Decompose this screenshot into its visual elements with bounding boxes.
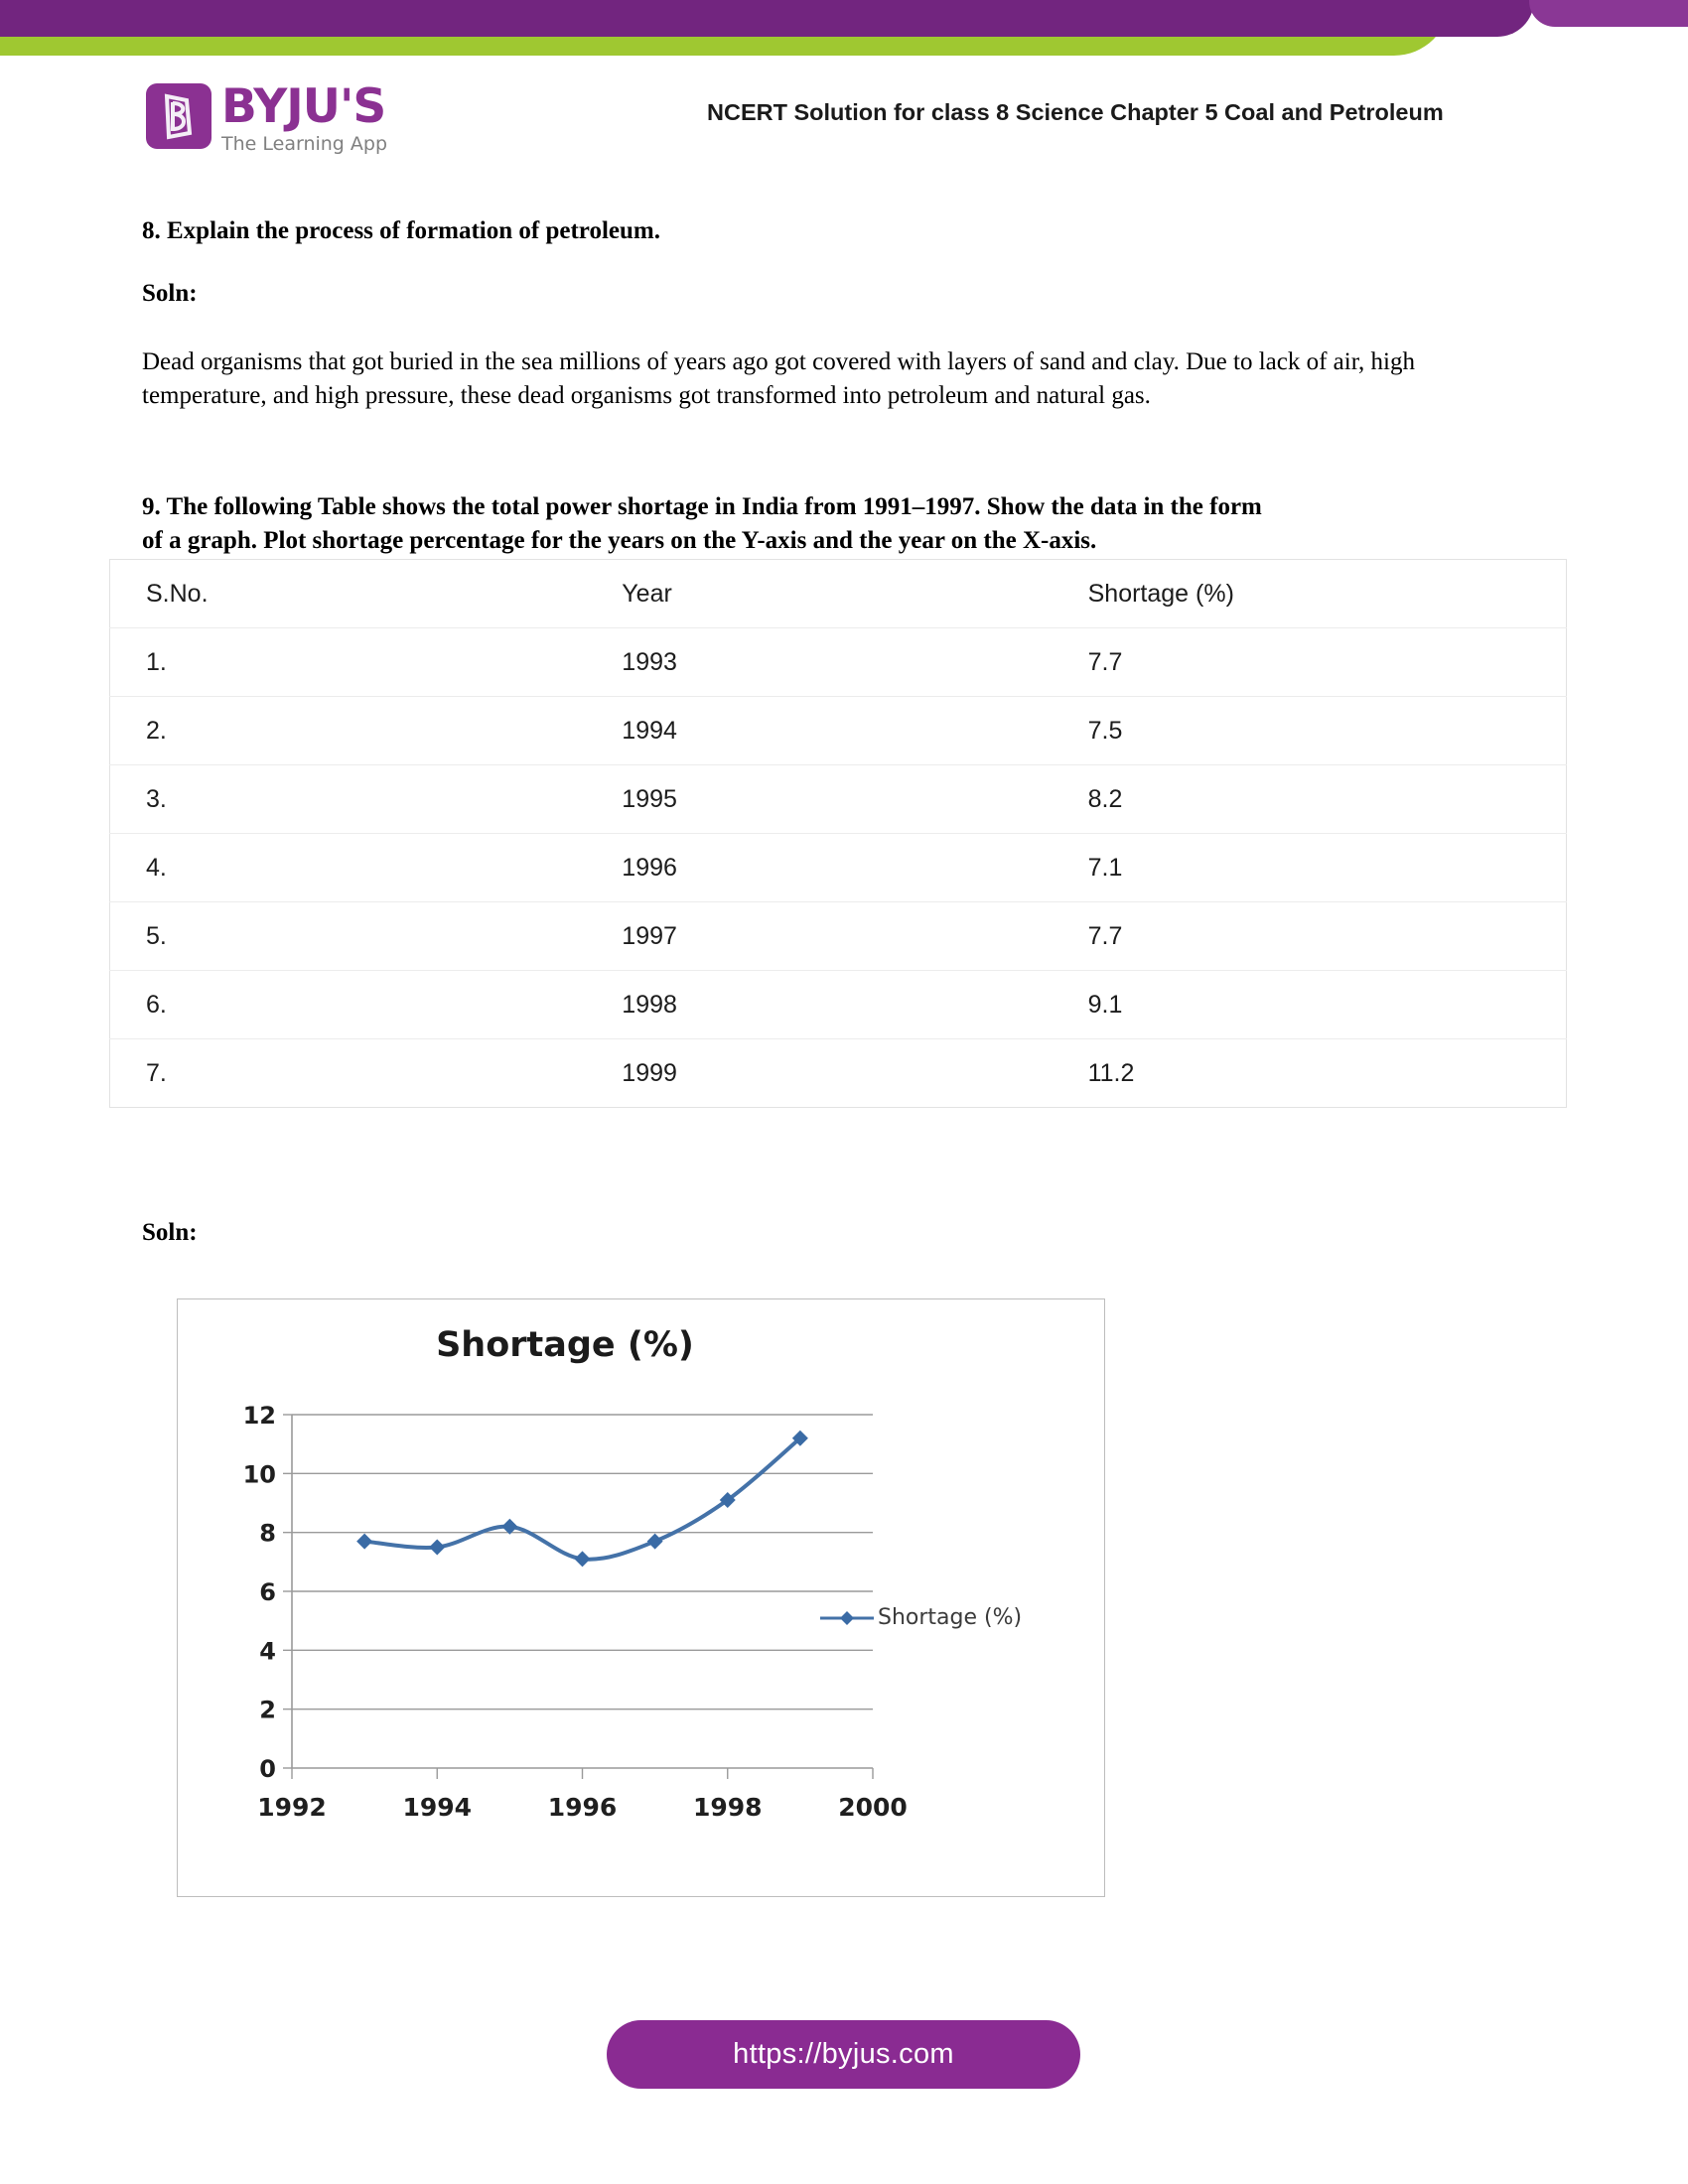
svg-text:1996: 1996 <box>547 1793 618 1822</box>
byjus-url-button[interactable] <box>607 2020 1080 2089</box>
cell-sno: 2. <box>110 697 623 765</box>
cell-year: 1999 <box>622 1039 1087 1108</box>
logo-tagline: The Learning App <box>221 133 388 155</box>
question-9-heading-line1: 9. The following Table shows the total power shortage in India from 1991–1997. Show the data in the form <box>142 493 1262 520</box>
question-8-heading: 8. Explain the process of formation of petroleum. <box>142 217 660 244</box>
chart-title: Shortage (%) <box>436 1325 694 1365</box>
svg-text:8: 8 <box>259 1519 276 1548</box>
svg-text:2: 2 <box>259 1696 276 1724</box>
banner-purple-stripe <box>0 0 1534 37</box>
svg-text:6: 6 <box>259 1578 276 1606</box>
table-row <box>110 628 1567 697</box>
decorative-top-banner <box>0 0 1688 69</box>
table-header-shortage: Shortage (%) <box>1088 560 1567 628</box>
cell-year: 1994 <box>622 697 1087 765</box>
cell-sno: 4. <box>110 834 623 902</box>
cell-shortage: 7.7 <box>1088 628 1567 697</box>
cell-year: 1998 <box>622 971 1087 1039</box>
cell-sno: 1. <box>110 628 623 697</box>
svg-text:1994: 1994 <box>402 1793 473 1822</box>
table-header-sno: S.No. <box>110 560 623 628</box>
page-title: NCERT Solution for class 8 Science Chapter 5 Coal and Petroleum <box>707 99 1444 125</box>
power-shortage-table <box>109 559 1567 1108</box>
shortage-line-chart <box>177 1298 1105 1897</box>
table-row <box>110 834 1567 902</box>
page-header <box>0 79 1688 183</box>
table-body <box>110 560 1567 1108</box>
cell-shortage: 9.1 <box>1088 971 1567 1039</box>
cell-sno: 6. <box>110 971 623 1039</box>
cell-year: 1996 <box>622 834 1087 902</box>
chart-legend <box>818 1605 1022 1630</box>
chart-plot-area <box>178 1299 1106 1898</box>
table-row <box>110 1039 1567 1108</box>
byjus-b-mark-icon <box>146 83 211 149</box>
cell-year: 1993 <box>622 628 1087 697</box>
cell-sno: 5. <box>110 902 623 971</box>
cell-shortage: 8.2 <box>1088 765 1567 834</box>
question-8-soln-label: Soln: <box>142 280 198 307</box>
question-9-heading-line2: of a graph. Plot shortage percentage for the years on the Y-axis and the year on the X-axis. <box>142 527 1097 554</box>
logo-wordmark: BYJU'S <box>221 79 386 134</box>
table-row <box>110 971 1567 1039</box>
question-9-soln-label: Soln: <box>142 1219 198 1246</box>
svg-text:0: 0 <box>259 1755 276 1783</box>
table-row <box>110 697 1567 765</box>
banner-purple-corner-tab <box>1529 0 1688 27</box>
table-header-row <box>110 560 1567 628</box>
legend-marker-icon <box>818 1608 876 1628</box>
byjus-url-label: https://byjus.com <box>733 2038 954 2070</box>
cell-shortage: 7.7 <box>1088 902 1567 971</box>
byjus-logo <box>146 79 388 155</box>
table-row <box>110 902 1567 971</box>
svg-text:4: 4 <box>259 1637 276 1666</box>
svg-text:2000: 2000 <box>838 1793 908 1822</box>
cell-shortage: 11.2 <box>1088 1039 1567 1108</box>
svg-text:1992: 1992 <box>257 1793 327 1822</box>
svg-text:12: 12 <box>242 1402 276 1430</box>
cell-year: 1997 <box>622 902 1087 971</box>
cell-shortage: 7.5 <box>1088 697 1567 765</box>
question-8-answer-text: Dead organisms that got buried in the sea millions of years ago got covered with layers of sand and clay. Due to lack of air, high temperature, and high pressure, these dead organisms got transformed into petroleum and natural gas. <box>142 348 1415 409</box>
cell-sno: 7. <box>110 1039 623 1108</box>
table-row <box>110 765 1567 834</box>
svg-text:10: 10 <box>242 1460 276 1489</box>
cell-shortage: 7.1 <box>1088 834 1567 902</box>
cell-year: 1995 <box>622 765 1087 834</box>
svg-text:1998: 1998 <box>692 1793 763 1822</box>
cell-sno: 3. <box>110 765 623 834</box>
legend-label: Shortage (%) <box>878 1605 1023 1630</box>
table-header-year: Year <box>622 560 1087 628</box>
